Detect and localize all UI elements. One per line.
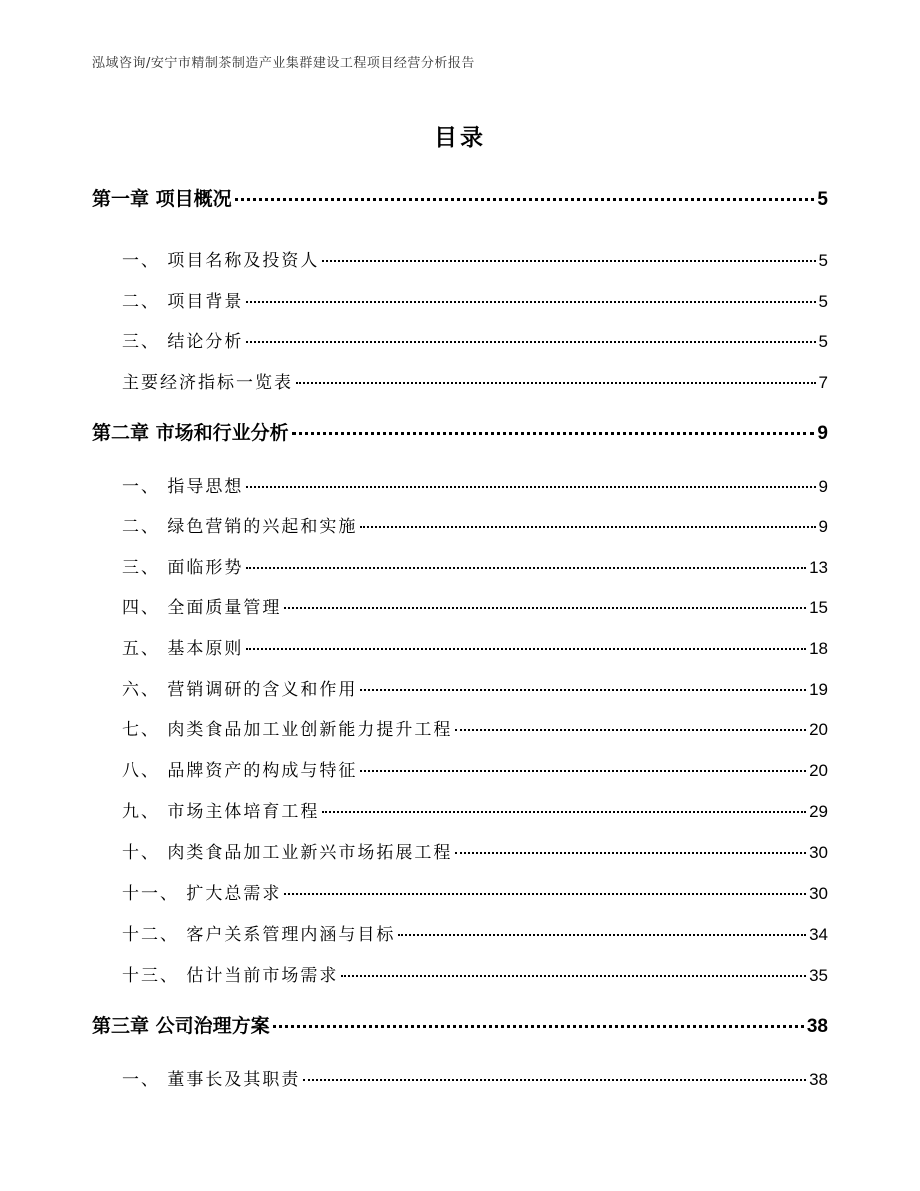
toc-entry-page: 20 bbox=[809, 720, 828, 739]
dot-leader bbox=[360, 689, 806, 691]
toc-section[interactable] bbox=[122, 327, 828, 352]
toc-entry-label: 一、 指导思想 bbox=[122, 477, 244, 497]
toc-section[interactable] bbox=[122, 838, 828, 863]
toc-section[interactable] bbox=[122, 1065, 828, 1090]
toc-entry-label: 七、 肉类食品加工业创新能力提升工程 bbox=[122, 720, 453, 740]
toc-chapter-3[interactable] bbox=[92, 1011, 828, 1038]
toc-entry-label: 三、 结论分析 bbox=[122, 332, 244, 352]
dot-leader bbox=[292, 432, 815, 435]
toc-entry-page: 18 bbox=[809, 639, 828, 658]
toc-section[interactable] bbox=[122, 634, 828, 659]
toc-section[interactable] bbox=[122, 246, 828, 271]
dot-leader bbox=[303, 1079, 806, 1081]
toc-entry-label: 一、 董事长及其职责 bbox=[122, 1070, 301, 1090]
dot-leader bbox=[360, 770, 806, 772]
toc-entry-label: 二、 绿色营销的兴起和实施 bbox=[122, 517, 358, 537]
toc-entry-label: 五、 基本原则 bbox=[122, 639, 244, 659]
dot-leader bbox=[246, 567, 806, 569]
toc-entry-page: 5 bbox=[818, 332, 828, 351]
toc-entry-page: 30 bbox=[809, 843, 828, 862]
toc-section[interactable] bbox=[122, 368, 828, 393]
toc-section[interactable] bbox=[122, 512, 828, 537]
dot-leader bbox=[246, 486, 815, 488]
toc-entry-label: 十二、 客户关系管理内涵与目标 bbox=[122, 925, 396, 945]
toc-entry-label: 九、 市场主体培育工程 bbox=[122, 802, 320, 822]
toc-entry-page: 7 bbox=[818, 373, 828, 392]
toc-entry-label: 三、 面临形势 bbox=[122, 558, 244, 578]
toc-entry-label: 十三、 估计当前市场需求 bbox=[122, 966, 339, 986]
dot-leader bbox=[284, 607, 806, 609]
toc-section[interactable] bbox=[122, 879, 828, 904]
dot-leader bbox=[360, 526, 815, 528]
toc-entry-label: 六、 营销调研的含义和作用 bbox=[122, 680, 358, 700]
dot-leader bbox=[235, 198, 815, 201]
toc-entry-page: 38 bbox=[809, 1070, 828, 1089]
toc-entry-label: 第一章 项目概况 bbox=[92, 188, 232, 210]
toc-entry-page: 5 bbox=[818, 251, 828, 270]
toc-entry-label: 第三章 公司治理方案 bbox=[92, 1015, 270, 1037]
dot-leader bbox=[455, 852, 806, 854]
toc-entry-page: 5 bbox=[818, 292, 828, 311]
toc-entry-page: 5 bbox=[817, 189, 828, 210]
running-header: 泓域咨询/安宁市精制茶制造产业集群建设工程项目经营分析报告 bbox=[92, 56, 475, 71]
toc-section[interactable] bbox=[122, 756, 828, 781]
dot-leader bbox=[273, 1025, 804, 1028]
dot-leader bbox=[322, 260, 815, 262]
toc-entry-page: 35 bbox=[809, 966, 828, 985]
toc-chapter-2[interactable] bbox=[92, 418, 828, 445]
toc-entry-label: 十、 肉类食品加工业新兴市场拓展工程 bbox=[122, 843, 453, 863]
toc-entry-page: 30 bbox=[809, 884, 828, 903]
dot-leader bbox=[246, 301, 815, 303]
toc-section[interactable] bbox=[122, 675, 828, 700]
toc-section[interactable] bbox=[122, 472, 828, 497]
toc-section[interactable] bbox=[122, 553, 828, 578]
dot-leader bbox=[322, 811, 806, 813]
toc-section[interactable] bbox=[122, 715, 828, 740]
toc-chapter-1[interactable] bbox=[92, 184, 828, 211]
toc-section[interactable] bbox=[122, 593, 828, 618]
toc-entry-page: 9 bbox=[818, 517, 828, 536]
toc-entry-label: 一、 项目名称及投资人 bbox=[122, 251, 320, 271]
dot-leader bbox=[455, 729, 806, 731]
toc-section[interactable] bbox=[122, 920, 828, 945]
dot-leader bbox=[246, 648, 806, 650]
toc-section[interactable] bbox=[122, 797, 828, 822]
dot-leader bbox=[341, 975, 806, 977]
toc-entry-page: 20 bbox=[809, 761, 828, 780]
toc-entry-label: 二、 项目背景 bbox=[122, 292, 244, 312]
toc-entry-label: 十一、 扩大总需求 bbox=[122, 884, 282, 904]
toc-entry-page: 13 bbox=[809, 558, 828, 577]
toc-entry-label: 四、 全面质量管理 bbox=[122, 598, 282, 618]
dot-leader bbox=[284, 893, 806, 895]
toc-section[interactable] bbox=[122, 961, 828, 986]
toc-entry-page: 29 bbox=[809, 802, 828, 821]
toc-entry-page: 9 bbox=[817, 423, 828, 444]
toc-entry-label: 八、 品牌资产的构成与特征 bbox=[122, 761, 358, 781]
dot-leader bbox=[246, 341, 815, 343]
toc-entry-page: 19 bbox=[809, 680, 828, 699]
page-title: 目录 bbox=[434, 125, 486, 151]
toc-section[interactable] bbox=[122, 287, 828, 312]
toc-entry-page: 34 bbox=[809, 925, 828, 944]
toc-entry-page: 38 bbox=[806, 1016, 828, 1037]
toc-entry-label: 主要经济指标一览表 bbox=[122, 373, 293, 393]
toc-entry-label: 第二章 市场和行业分析 bbox=[92, 422, 289, 444]
dot-leader bbox=[398, 934, 806, 936]
toc-entry-page: 9 bbox=[818, 477, 828, 496]
dot-leader bbox=[296, 382, 816, 384]
toc-entry-page: 15 bbox=[809, 598, 828, 617]
